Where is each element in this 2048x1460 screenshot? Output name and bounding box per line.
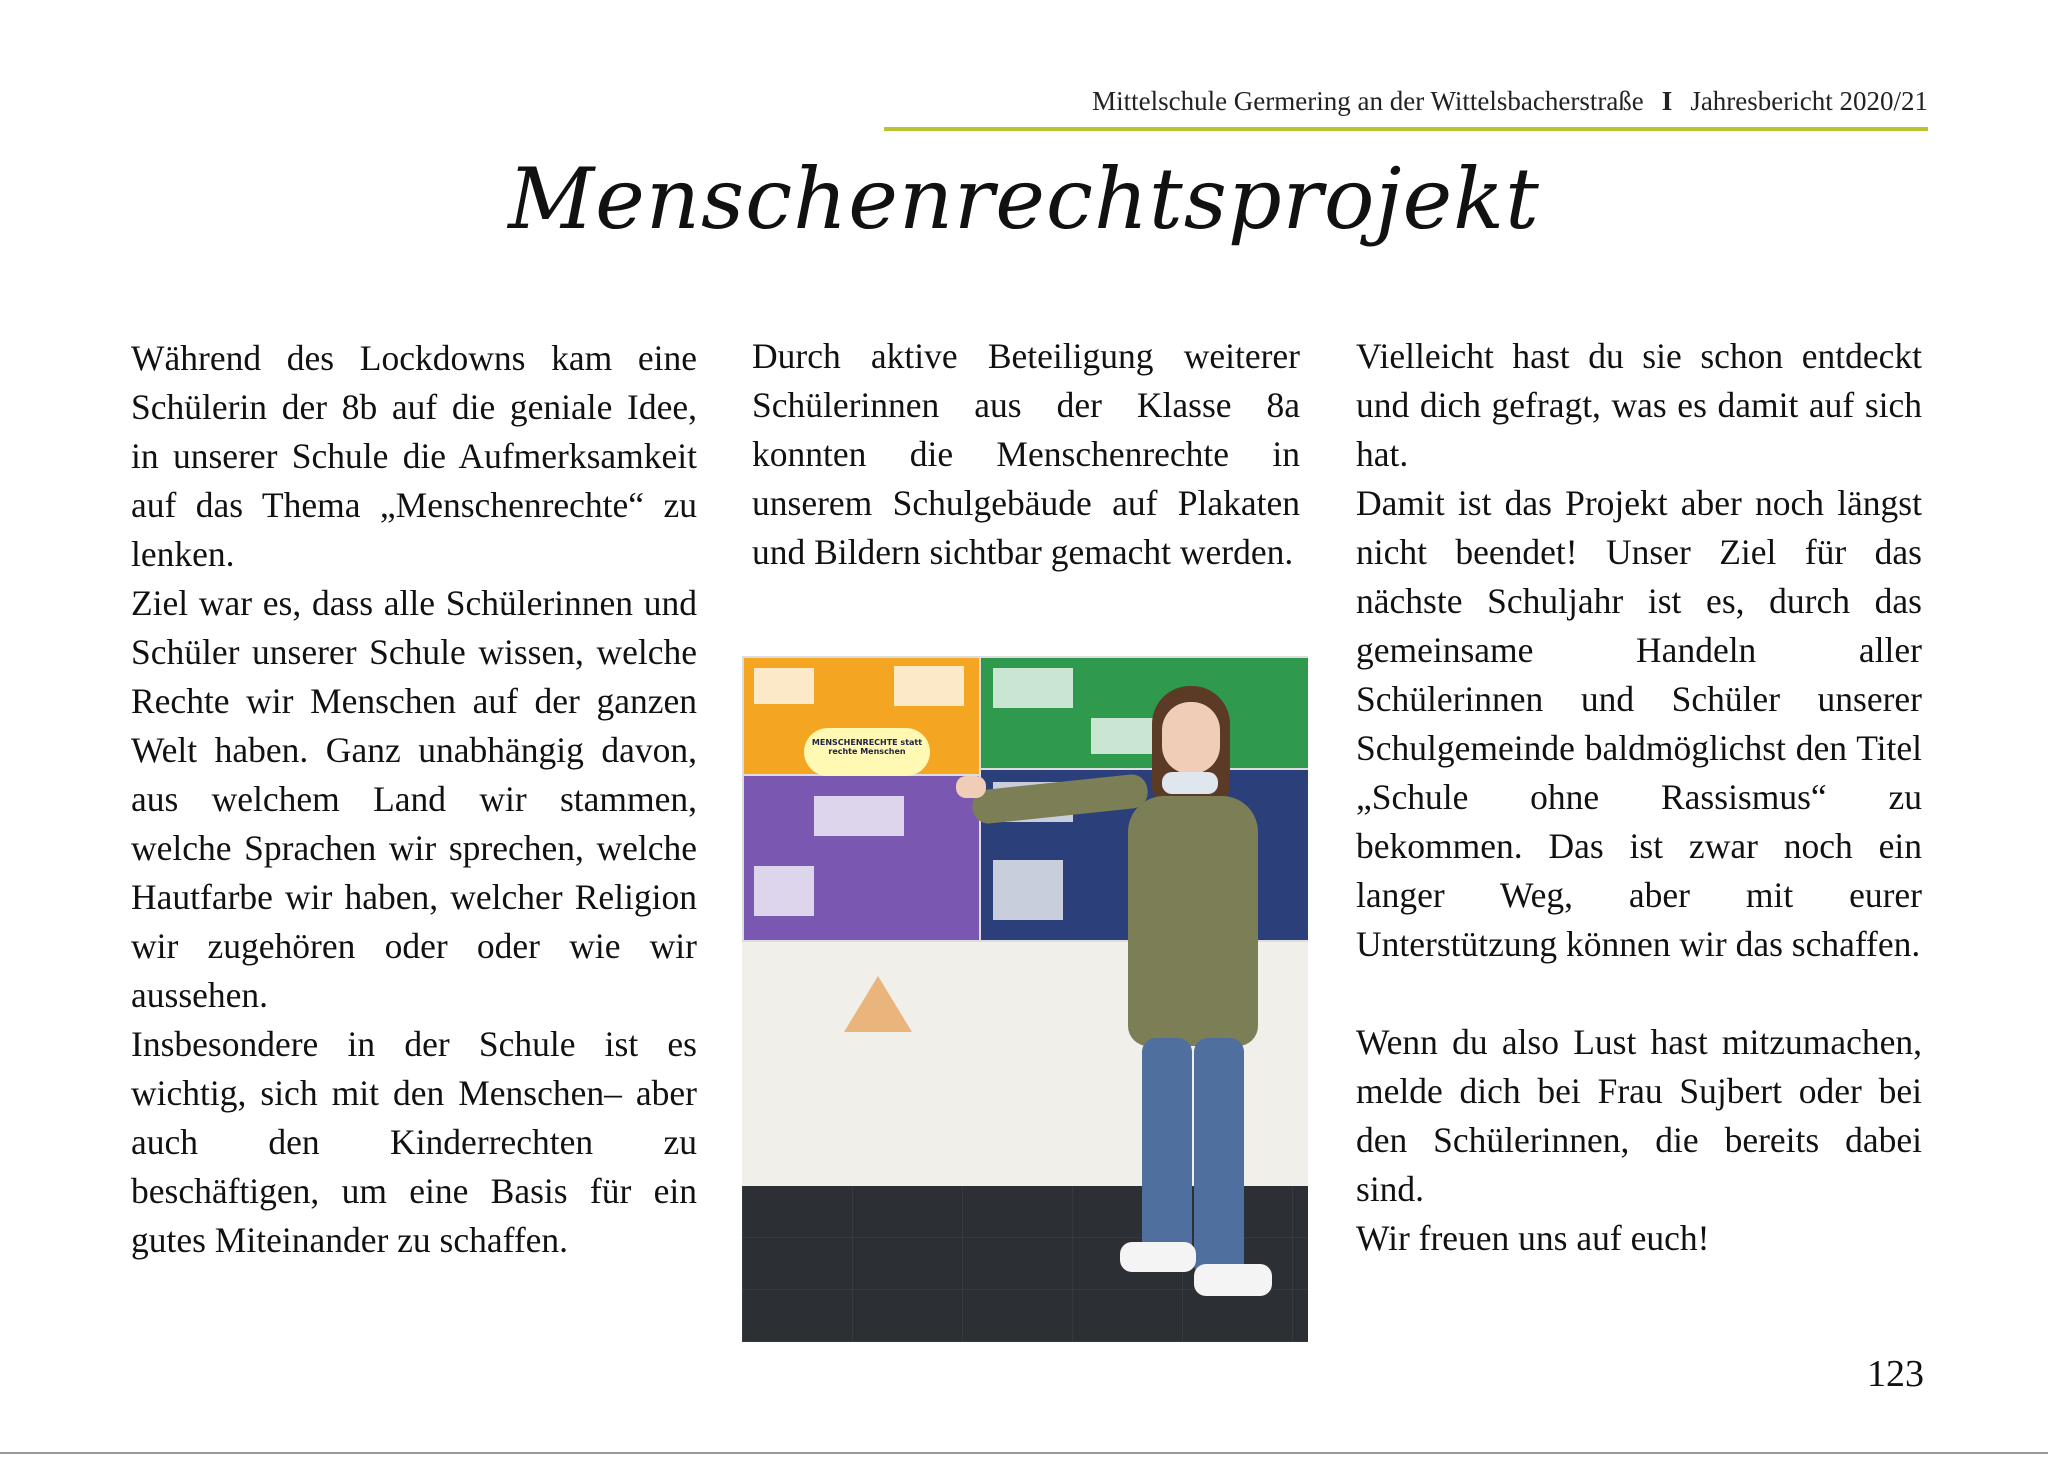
page-title: Menschenrechtsprojekt: [508, 150, 1540, 248]
poster-headline: MENSCHENRECHTE statt rechte Menschen: [804, 728, 930, 776]
paragraph: Insbesondere in der Schule ist es wichtig, sich mit den Menschen– aber auch den Kinderrechten zu beschäftigen, um eine Basis für ein gutes Miteinander zu schaffen.: [131, 1024, 697, 1260]
running-header: [884, 86, 1928, 130]
paragraph: Wir freuen uns auf euch!: [1356, 1218, 1710, 1258]
paragraph: Ziel war es, dass alle Schülerinnen und Schüler unserer Schule wissen, welche Rechte wir Menschen auf der ganzen Welt haben. Ganz unabhängig davon, aus welchem Land wir stammen, welche Sprachen wir sprechen, welche Hautfarbe wir haben, welcher Religion wir zugehören oder oder wie wir aussehen.: [131, 583, 697, 1015]
paragraph: Damit ist das Projekt aber noch längst nicht beendet! Unser Ziel für das nächste Schuljahr ist es, durch das gemeinsame Handeln aller Schülerinnen und Schüler unserer Schulgemeinde baldmöglichst den Titel „Schule ohne Rassismus“ zu bekommen. Das ist zwar noch ein langer Weg, aber mit eurer Unterstützung können wir das schaffen.: [1356, 483, 1922, 964]
poster-green: [979, 656, 1308, 772]
paragraph: Durch aktive Beteiligung weiterer Schülerinnen aus der Klasse 8a konnten die Menschenrechte in unserem Schulgebäude auf Plakaten und Bildern sichtbar gemacht werden.: [752, 336, 1300, 572]
text-column-right: [1356, 332, 1922, 1263]
text-column-middle: [752, 332, 1300, 577]
project-photo: [742, 656, 1308, 1342]
paragraph: Vielleicht hast du sie schon entdeckt und dich gefragt, was es damit auf sich hat.: [1356, 336, 1922, 474]
paragraph: Wenn du also Lust hast mitzumachen, melde dich bei Frau Sujbert oder bei den Schülerinnen, die bereits dabei sind.: [1356, 1022, 1922, 1209]
bottom-rule: [0, 1452, 2048, 1454]
header-rule: [884, 127, 1928, 131]
poster-purple: [742, 774, 981, 942]
paragraph: Während des Lockdowns kam eine Schülerin der 8b auf die geniale Idee, in unserer Schule die Aufmerksamkeit auf das Thema „Menschenrechte“ zu lenken.: [131, 338, 697, 574]
header-report-title: Jahresbericht 2020/21: [1690, 86, 1928, 116]
page-number: 123: [1867, 1353, 1924, 1395]
text-column-left: [131, 334, 697, 1265]
header-school-name: Mittelschule Germering an der Wittelsbacherstraße: [1092, 86, 1644, 116]
header-separator: I: [1661, 86, 1673, 116]
